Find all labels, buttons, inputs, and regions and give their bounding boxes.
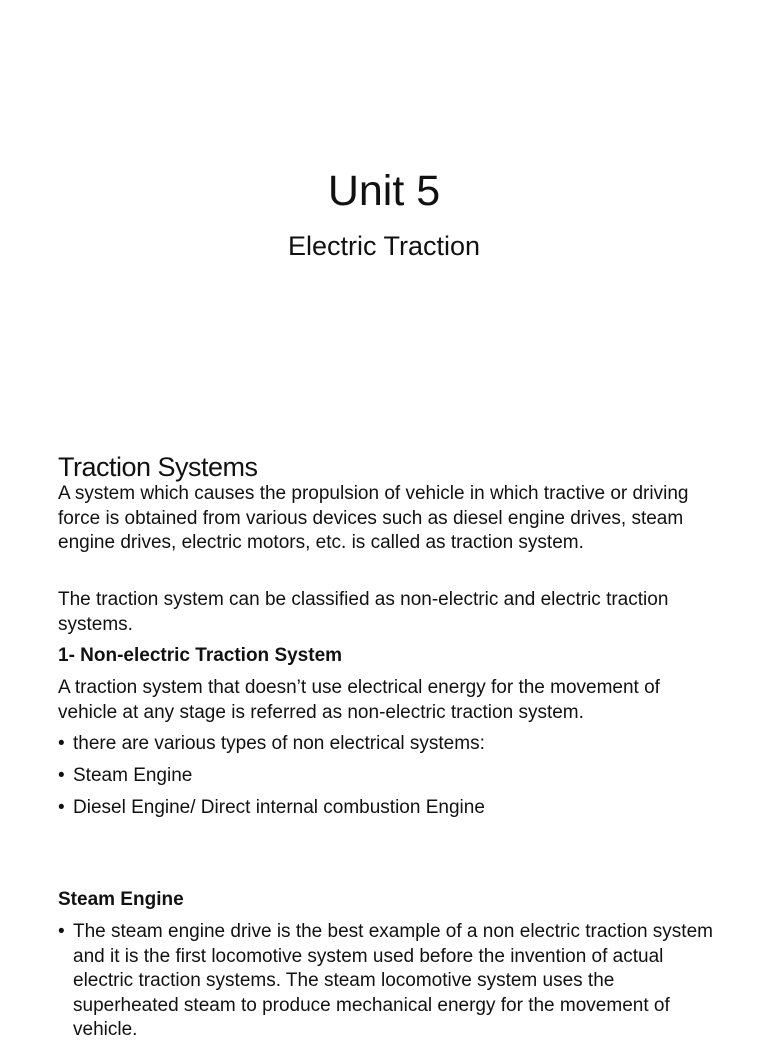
bullet-text: The steam engine drive is the best example of a non electric traction system and it is the first locomotive system used before the invention of actual electric traction systems. The steam locomotive system uses the superheated steam to produce mechanical energy for the movement of vehicle. bbox=[73, 921, 713, 1040]
bullet-text: Steam Engine bbox=[73, 765, 193, 786]
list-item bbox=[58, 764, 718, 789]
bullet-icon: • bbox=[58, 765, 65, 786]
non-electric-subheading: 1- Non-electric Traction System bbox=[58, 645, 343, 666]
bullet-text: there are various types of non electrical systems: bbox=[73, 733, 485, 754]
slide-traction-systems bbox=[0, 432, 768, 840]
slide-title-heading: Unit 5 bbox=[327, 167, 441, 215]
non-electric-paragraph: A traction system that doesn’t use electrical energy for the movement of vehicle at any stage is referred as non-electric traction system. bbox=[58, 677, 660, 723]
bullet-text: Diesel Engine/ Direct internal combustion Engine bbox=[73, 797, 485, 818]
list-item bbox=[58, 796, 718, 821]
definition-paragraph: A system which causes the propulsion of vehicle in which tractive or driving force is obtained from various devices such as diesel engine drives, steam engine drives, electric motors, etc. is called as traction system. bbox=[58, 483, 689, 553]
classification-paragraph: The traction system can be classified as non-electric and electric traction systems. bbox=[58, 589, 669, 635]
list-item bbox=[58, 732, 718, 757]
bullet-icon: • bbox=[58, 797, 65, 818]
slide-title bbox=[0, 0, 768, 432]
bullet-icon: • bbox=[58, 921, 65, 942]
steam-engine-heading: Steam Engine bbox=[58, 889, 184, 910]
list-item bbox=[58, 920, 718, 1043]
slide-steam-engine bbox=[0, 840, 768, 1040]
traction-systems-heading: Traction Systems bbox=[58, 452, 258, 482]
slide-subtitle: Electric Traction bbox=[287, 231, 481, 261]
bullet-icon: • bbox=[58, 733, 65, 754]
